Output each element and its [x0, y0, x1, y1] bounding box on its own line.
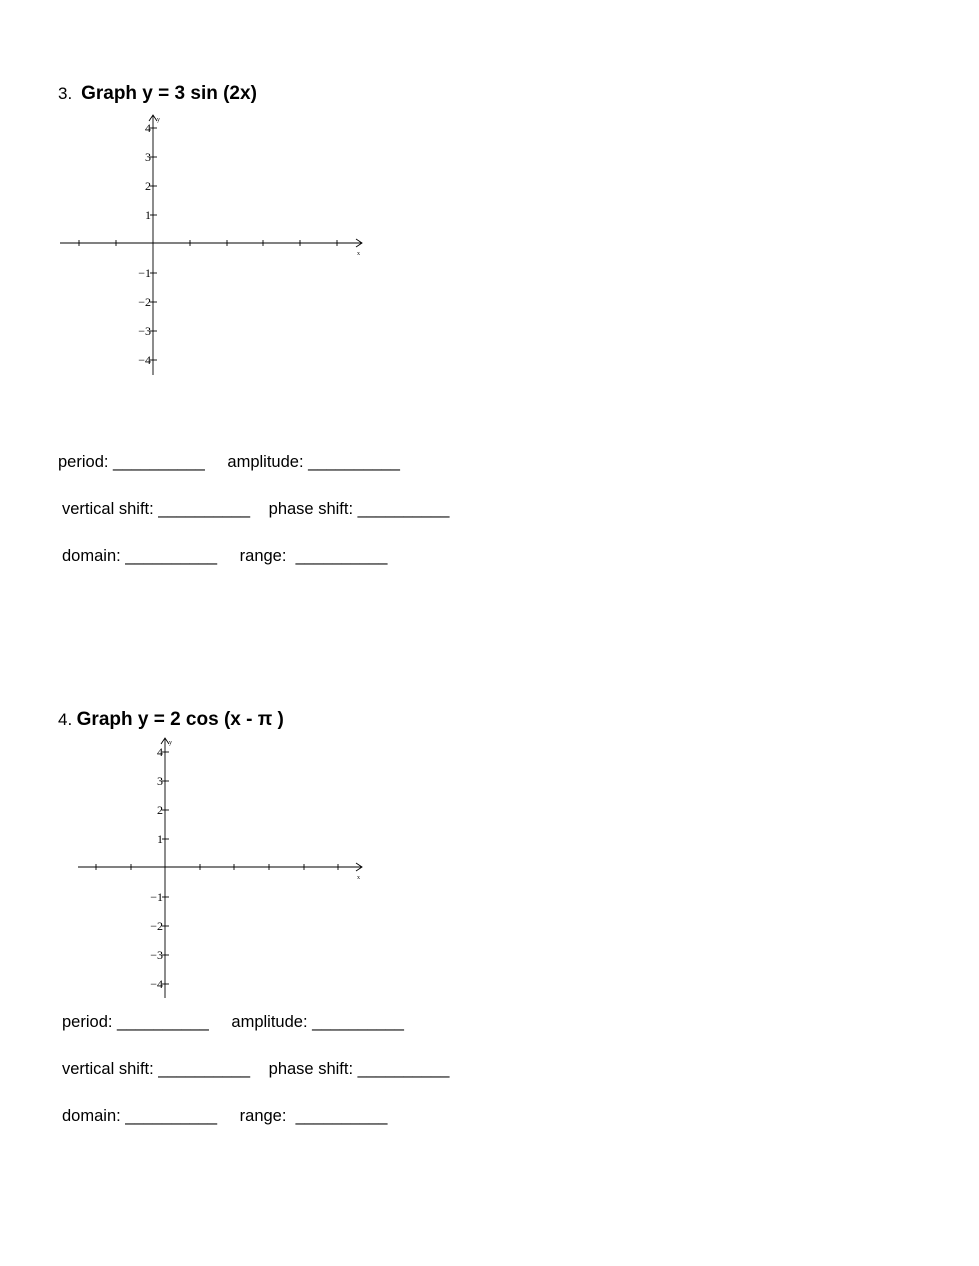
question-4-phase-shift	[269, 1060, 450, 1079]
y-tick-label: 2	[157, 803, 163, 817]
question-3-number: 3.	[58, 84, 73, 103]
y-tick-label: 3	[145, 150, 151, 164]
question-4-domain-range-row	[62, 1107, 387, 1126]
question-4-number: 4.	[58, 710, 73, 729]
y-tick-label: 1	[157, 832, 163, 846]
question-4-title: Graph y = 2 cos (x - π )	[76, 709, 284, 730]
domain-answer-blank[interactable]: __________	[125, 547, 218, 565]
phase-shift-label: phase shift:	[268, 500, 354, 518]
period-answer-blank[interactable]: __________	[113, 453, 205, 471]
question-4-x-axis-label: x	[357, 875, 360, 881]
y-tick-label: −2	[150, 919, 163, 933]
y-tick-label: −4	[150, 977, 163, 991]
amplitude-answer-blank[interactable]: __________	[308, 453, 400, 471]
y-tick-label: −3	[150, 948, 163, 962]
domain-label: domain:	[62, 547, 121, 565]
y-tick-label: 1	[145, 208, 151, 222]
domain-label: domain:	[62, 1107, 121, 1125]
question-4-amplitude	[231, 1013, 404, 1032]
y-tick-label: −1	[138, 266, 151, 280]
question-4-y-ticks	[162, 752, 169, 984]
y-tick-label: −2	[138, 295, 151, 309]
amplitude-answer-blank[interactable]: __________	[312, 1013, 404, 1031]
question-4-range	[240, 1107, 388, 1126]
question-4-period	[62, 1013, 209, 1032]
y-tick-label: −4	[138, 353, 151, 367]
question-4-domain	[62, 1107, 217, 1126]
question-3-x-axis-label: x	[357, 251, 360, 257]
range-answer-blank[interactable]: __________	[295, 547, 388, 565]
domain-answer-blank[interactable]: __________	[125, 1107, 218, 1125]
period-answer-blank[interactable]: __________	[117, 1013, 209, 1031]
question-3-y-axis-label: y	[157, 117, 160, 123]
period-label: period:	[58, 453, 109, 471]
y-tick-label: 4	[157, 745, 163, 759]
amplitude-label: amplitude:	[227, 453, 304, 471]
question-3-title: Graph y = 3 sin (2x)	[81, 83, 257, 104]
range-answer-blank[interactable]: __________	[295, 1107, 388, 1125]
y-tick-label: −3	[138, 324, 151, 338]
period-label: period:	[62, 1013, 113, 1031]
question-4-shift-row	[62, 1060, 449, 1079]
question-4-vertical-shift	[62, 1060, 250, 1079]
y-tick-label: 2	[145, 179, 151, 193]
range-label: range:	[239, 547, 287, 565]
vertical-shift-label: vertical shift:	[62, 1060, 154, 1078]
phase-shift-answer-blank[interactable]: __________	[357, 500, 450, 518]
y-tick-label: −1	[150, 890, 163, 904]
question-4-y-axis-label: y	[169, 740, 172, 746]
question-4-y-tick-labels	[150, 745, 163, 991]
range-label: range:	[239, 1107, 287, 1125]
phase-shift-answer-blank[interactable]: __________	[357, 1060, 450, 1078]
vertical-shift-answer-blank[interactable]: __________	[158, 1060, 251, 1078]
y-tick-label: 4	[145, 121, 151, 135]
y-tick-label: 3	[157, 774, 163, 788]
vertical-shift-answer-blank[interactable]: __________	[158, 500, 251, 518]
phase-shift-label: phase shift:	[268, 1060, 354, 1078]
amplitude-label: amplitude:	[231, 1013, 308, 1031]
vertical-shift-label: vertical shift:	[62, 500, 154, 518]
question-4-period-amplitude-row	[62, 1013, 404, 1032]
